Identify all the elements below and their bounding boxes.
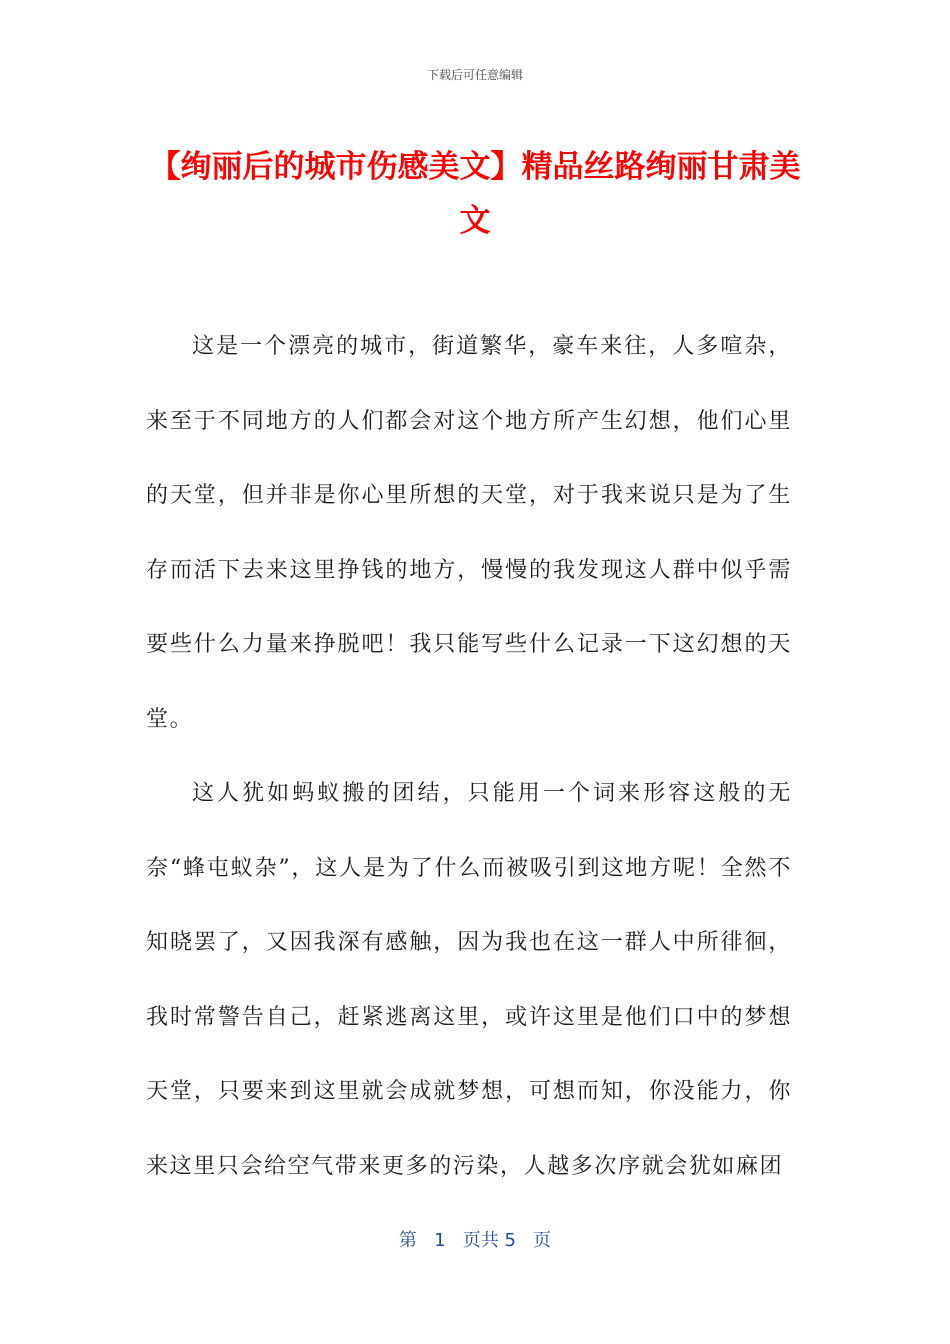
footer-label-prefix: 第 xyxy=(398,1230,417,1251)
footer-current-page: 1 xyxy=(434,1230,446,1251)
document-body xyxy=(146,310,792,1204)
footer-label-suffix: 页 xyxy=(533,1230,552,1251)
document-title: 【绚丽后的城市伤感美文】精品丝路绚丽甘肃美文 xyxy=(149,149,801,239)
footer-label-middle: 页共 xyxy=(462,1230,499,1251)
footer-total-pages: 5 xyxy=(504,1230,516,1251)
header-note: 下载后可任意编辑 xyxy=(426,68,523,82)
page-footer xyxy=(0,1226,950,1252)
body-paragraph-2: 这人犹如蚂蚁搬的团结，只能用一个词来形容这般的无奈“蜂屯蚁杂”，这人是为了什么而被吸引到这地方呢！全然不知晓罢了，又因我深有感触，因为我也在这一群人中所徘徊，我时常警告自己，赶紧逃离这里，或许这里是他们口中的梦想天堂，只要来到这里就会成就梦想，可想而知，你没能力，你来这里只会给空气带来更多的污染，人越多次序就会犹如麻团 xyxy=(146,781,792,1179)
body-paragraph-1: 这是一个漂亮的城市，街道繁华，豪车来往，人多喧杂，来至于不同地方的人们都会对这个地方所产生幻想，他们心里的天堂，但并非是你心里所想的天堂，对于我来说只是为了生存而活下去来这里挣钱的地方，慢慢的我发现这人群中似乎需要些什么力量来挣脱吧！我只能写些什么记录一下这幻想的天堂。 xyxy=(146,334,792,732)
